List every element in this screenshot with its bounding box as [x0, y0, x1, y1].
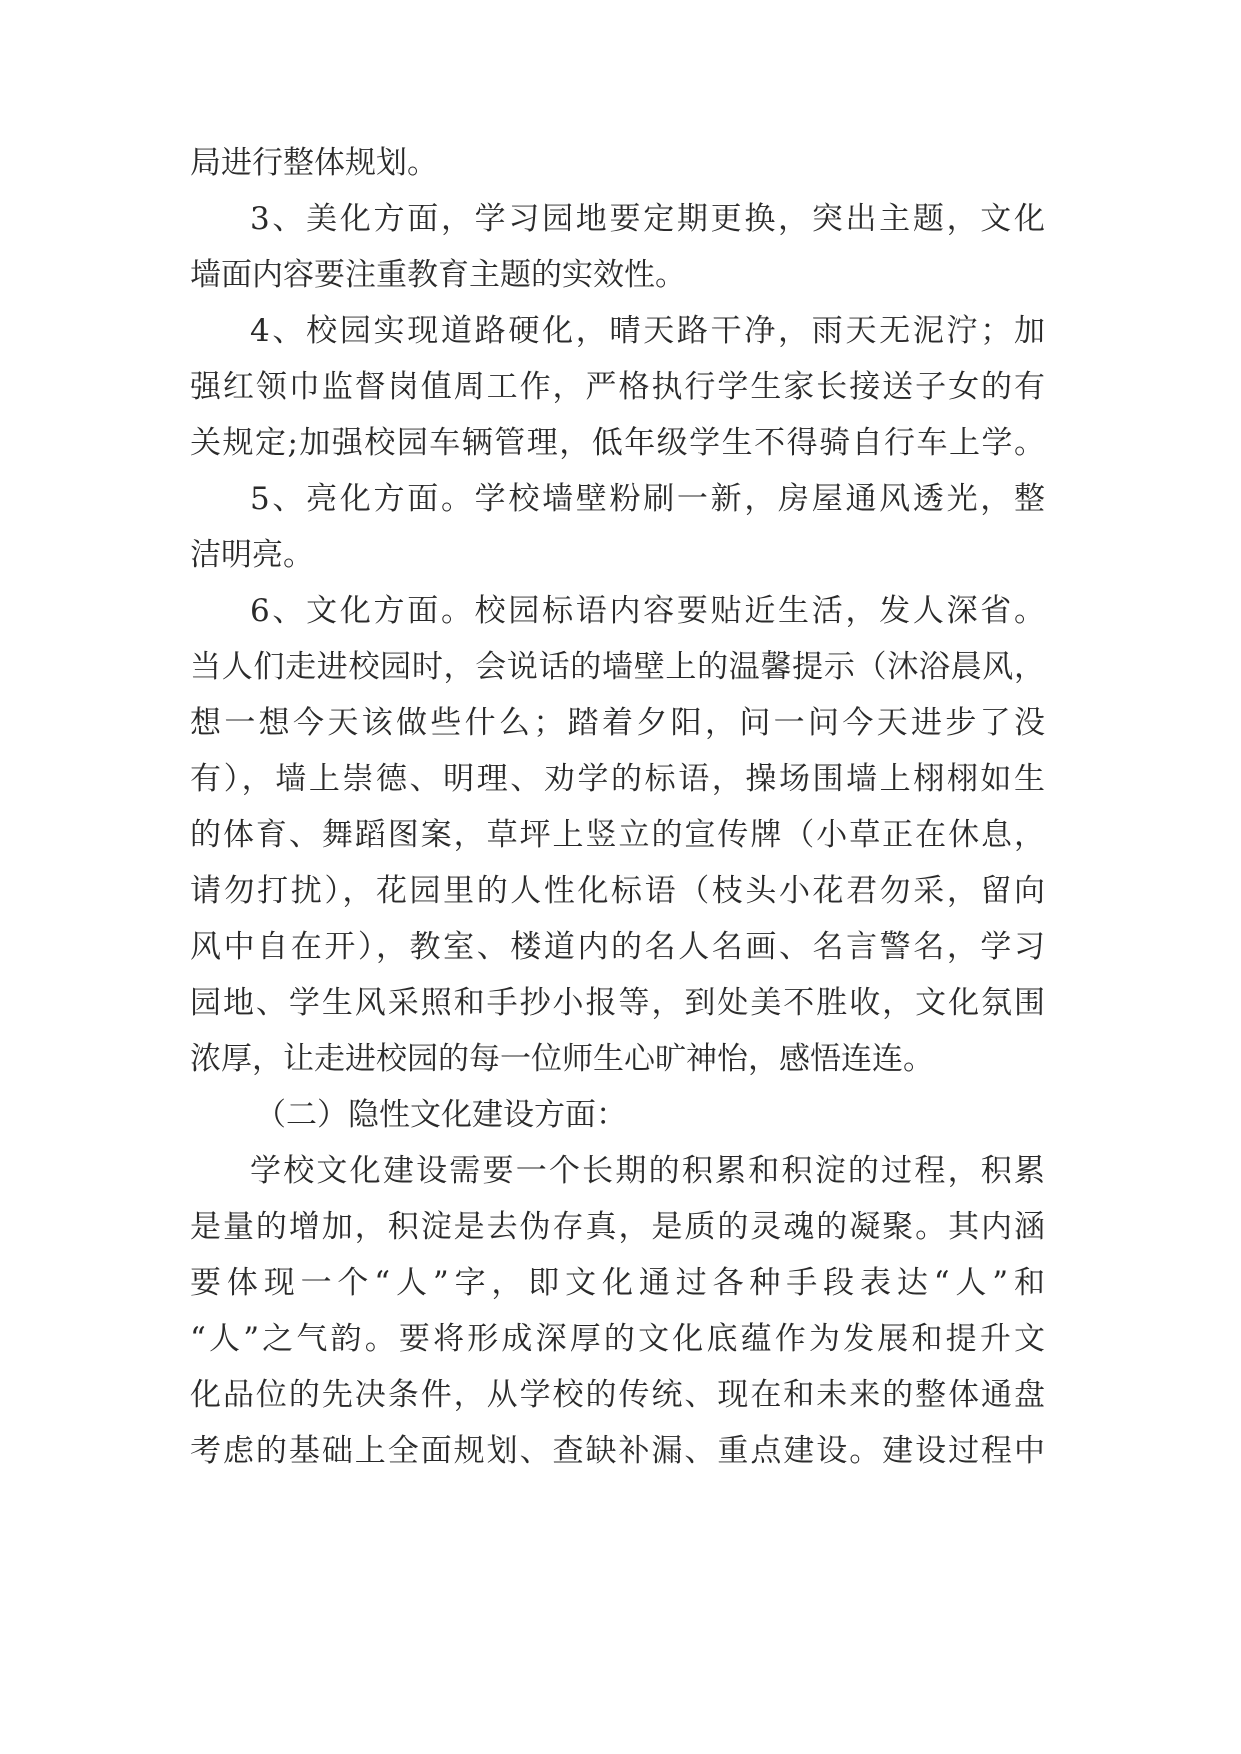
- text-line: 局进行整体规划。: [190, 145, 438, 181]
- section-heading: （二）隐性文化建设方面：: [255, 1097, 627, 1133]
- text-line: 浓厚，让走进校园的每一位师生心旷神怡，感悟连连。: [190, 1041, 934, 1077]
- text-line: 关规定;加强校园车辆管理，低年级学生不得骑自行车上学。: [190, 425, 1045, 461]
- text-line: 洁明亮。: [190, 537, 314, 573]
- text-line: 有），墙上崇德、明理、劝学的标语，操场围墙上栩栩如生: [190, 761, 1045, 797]
- text-line: 请勿打扰），花园里的人性化标语（枝头小花君勿采，留向: [190, 873, 1045, 909]
- text-line: 是量的增加，积淀是去伪存真，是质的灵魂的凝聚。其内涵: [190, 1209, 1045, 1245]
- text-line: “人”之气韵。要将形成深厚的文化底蕴作为发展和提升文: [190, 1321, 1045, 1357]
- text-line: 当人们走进校园时，会说话的墙壁上的温馨提示（沐浴晨风，: [190, 649, 1045, 685]
- text-line: 要体现一个“人”字，即文化通过各种手段表达“人”和: [190, 1265, 1045, 1301]
- text-line: 4、校园实现道路硬化，晴天路干净，雨天无泥泞；加: [250, 313, 1045, 349]
- text-line: 想一想今天该做些什么；踏着夕阳，问一问今天进步了没: [190, 705, 1045, 741]
- text-line: 风中自在开），教室、楼道内的名人名画、名言警名，学习: [190, 929, 1045, 965]
- text-line: 墙面内容要注重教育主题的实效性。: [190, 257, 686, 293]
- text-line: 的体育、舞蹈图案，草坪上竖立的宣传牌（小草正在休息，: [190, 817, 1045, 853]
- text-line: 园地、学生风采照和手抄小报等，到处美不胜收，文化氛围: [190, 985, 1045, 1021]
- text-line: 强红领巾监督岗值周工作，严格执行学生家长接送子女的有: [190, 369, 1045, 405]
- text-line: 6、文化方面。校园标语内容要贴近生活，发人深省。: [250, 593, 1045, 629]
- text-line: 学校文化建设需要一个长期的积累和积淀的过程，积累: [250, 1153, 1045, 1189]
- text-line: 3、美化方面，学习园地要定期更换，突出主题，文化: [250, 201, 1045, 237]
- text-line: 5、亮化方面。学校墙壁粉刷一新，房屋通风透光，整: [250, 481, 1045, 517]
- text-line: 考虑的基础上全面规划、查缺补漏、重点建设。建设过程中: [190, 1433, 1045, 1469]
- text-line: 化品位的先决条件，从学校的传统、现在和未来的整体通盘: [190, 1377, 1045, 1413]
